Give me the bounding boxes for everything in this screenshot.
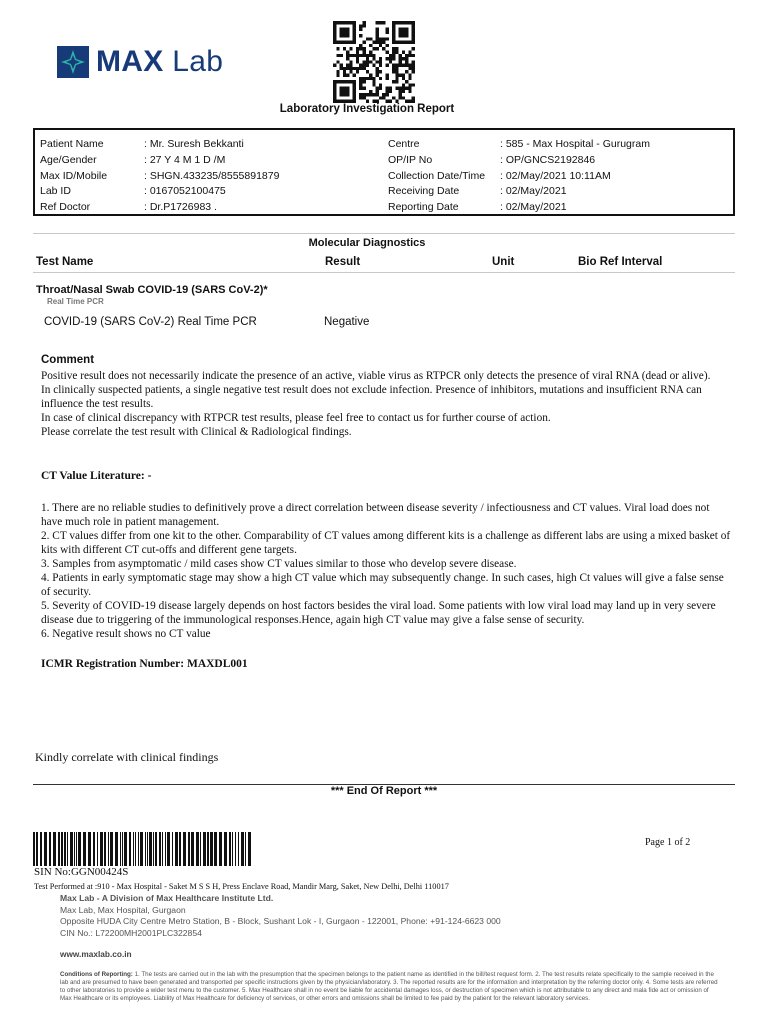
header-bio-ref: Bio Ref Interval [578,256,663,268]
info-value: : 02/May/2021 [500,185,567,198]
test-method: Real Time PCR [47,297,104,306]
info-value: : Dr.P1726983 . [144,201,217,214]
footer-address-line: Opposite HUDA City Centre Metro Station, B - Block, Sushant Lok - I, Gurgaon - 122001, Phone: +91-124-6623 000 [60,916,501,926]
test-performed-at: Test Performed at :910 - Max Hospital - Saket M S S H, Press Enclave Road, Mandir Marg, Saket, New Delhi, Delhi 110017 [34,882,449,891]
footer-website: www.maxlab.co.in [60,949,132,959]
info-value: : 585 - Max Hospital - Gurugram [500,138,650,150]
info-label: Reporting Date [388,201,459,214]
ct-point: 4. Patients in early symptomatic stage may show a high CT value which may subsequently change. In such cases, high Ct values will give a false sense of security. [41,572,724,598]
test-result: Negative [324,316,370,328]
info-label: Collection Date/Time [388,169,486,182]
info-row [388,200,650,216]
ct-point: 2. CT values differ from one kit to the other. Comparability of CT values among different kits is a challenge as different labs are using a mixed basket of kits with different CT cut-offs and different gene targets. [41,530,731,556]
info-row [40,184,279,200]
info-label: Patient Name [40,138,104,150]
comment-line: In clinically suspected patients, a single negative test result does not exclude infection. Presence of inhibitors, mutations and insufficient RNA can influence the test results. [41,384,702,410]
comment-line: In case of clinical discrepancy with RTPCR test results, please feel free to contact us for further course of action. [41,412,551,424]
info-row [40,137,279,153]
info-label: Lab ID [40,185,71,198]
ct-point: 6. Negative result shows no CT value [41,628,211,640]
test-parameter: COVID-19 (SARS CoV-2) Real Time PCR [44,316,257,328]
comment-line: Please correlate the test result with Clinical & Radiological findings. [41,426,352,438]
header-result: Result [325,256,361,268]
info-label: OP/IP No [388,153,433,166]
header-unit: Unit [492,256,515,268]
patient-info-box [33,128,735,216]
info-row [40,153,279,169]
info-row [388,184,650,200]
ct-point: 5. Severity of COVID-19 disease largely depends on host factors besides the viral load. Some patients with low viral load may land up in very severe disease due to triggering of the immunological responses.Hence, again high CT value may give a false sense of security. [41,600,716,626]
header-test-name: Test Name [36,256,94,268]
test-name: Throat/Nasal Swab COVID-19 (SARS CoV-2)* [36,284,268,296]
info-value: : 27 Y 4 M 1 D /M [144,153,226,166]
info-value: : OP/GNCS2192846 [500,153,596,166]
comment-heading: Comment [41,354,95,366]
comment-body [41,369,731,439]
department-title: Molecular Diagnostics [308,237,426,249]
info-row [40,169,279,185]
info-label: Ref Doctor [40,201,91,214]
icmr-registration: ICMR Registration Number: MAXDL001 [41,658,248,670]
max-lab-logo [57,46,223,78]
sin-number: SIN No:GGN00424S [34,866,129,878]
info-value: : 0167052100475 [144,185,226,198]
info-label: Receiving Date [388,185,460,198]
ct-point: 3. Samples from asymptomatic / mild cases show CT values similar to those who develop severe disease. [41,558,517,570]
info-label: Centre [388,138,420,150]
info-row [388,153,650,169]
ct-literature-heading: CT Value Literature: - [41,470,152,482]
max-lab-star-icon [57,46,89,78]
ct-literature-body [41,501,731,641]
info-value: : 02/May/2021 [500,201,567,214]
info-label: Max ID/Mobile [40,169,108,182]
sample-barcode [33,832,255,866]
footer [60,893,720,1003]
info-value: : 02/May/2021 10:11AM [500,169,611,182]
info-row [388,169,650,185]
report-title: Laboratory Investigation Report [279,103,455,115]
logo-wordmark: MAX Lab [96,45,224,78]
correlate-note: Kindly correlate with clinical findings [35,750,219,764]
info-label: Age/Gender [40,153,97,166]
ct-point: 1. There are no reliable studies to definitively prove a direct correlation between disease severity / infectiousness and CT values. Viral load does not have much role in patient management. [41,502,710,528]
qr-code [333,21,415,103]
patient-info-right [388,137,650,216]
page-number: Page 1 of 2 [645,837,691,848]
comment-line: Positive result does not necessarily indicate the presence of an active, viable virus as RTPCR only detects the presence of viral RNA (dead or alive). [41,370,711,382]
info-value: : Mr. Suresh Bekkanti [144,138,244,150]
end-of-report: *** End Of Report *** [330,785,438,797]
info-row [40,200,279,216]
footer-conditions: Conditions of Reporting: 1. The tests are carried out in the lab with the presumption that the specimen belongs to the patient name as identified in the bill/test request form. 2. The test results relate specifically to the sample received in the lab and are presumed to have been generated and transported per specific instructions given by the physician/laboratory. 3. The reported results are for the information and interpretation by the referring doctor only. 4. Some tests are referred to other laboratories to provide a wider test menu to the customer. 5. Max Healthcare shall in no event be liable for accidental damages loss, or destruction of specimen which is not attributable to any direct and mala fide act or omission of Max Healthcare or its employees. Liability of Max Healthcare for deficiency of services, or other errors and omissions shall be limited to fee paid by the patient for the relevant laboratory services. [60,970,718,1002]
footer-address-line: CIN No.: L72200MH2001PLC322854 [60,927,202,938]
info-value: : SHGN.433235/8555891879 [144,169,280,182]
info-row [388,137,650,153]
footer-division: Max Lab - A Division of Max Healthcare Institute Ltd. [60,893,274,903]
patient-info-left [40,137,279,216]
footer-address-line: Max Lab, Max Hospital, Gurgaon [60,904,186,915]
